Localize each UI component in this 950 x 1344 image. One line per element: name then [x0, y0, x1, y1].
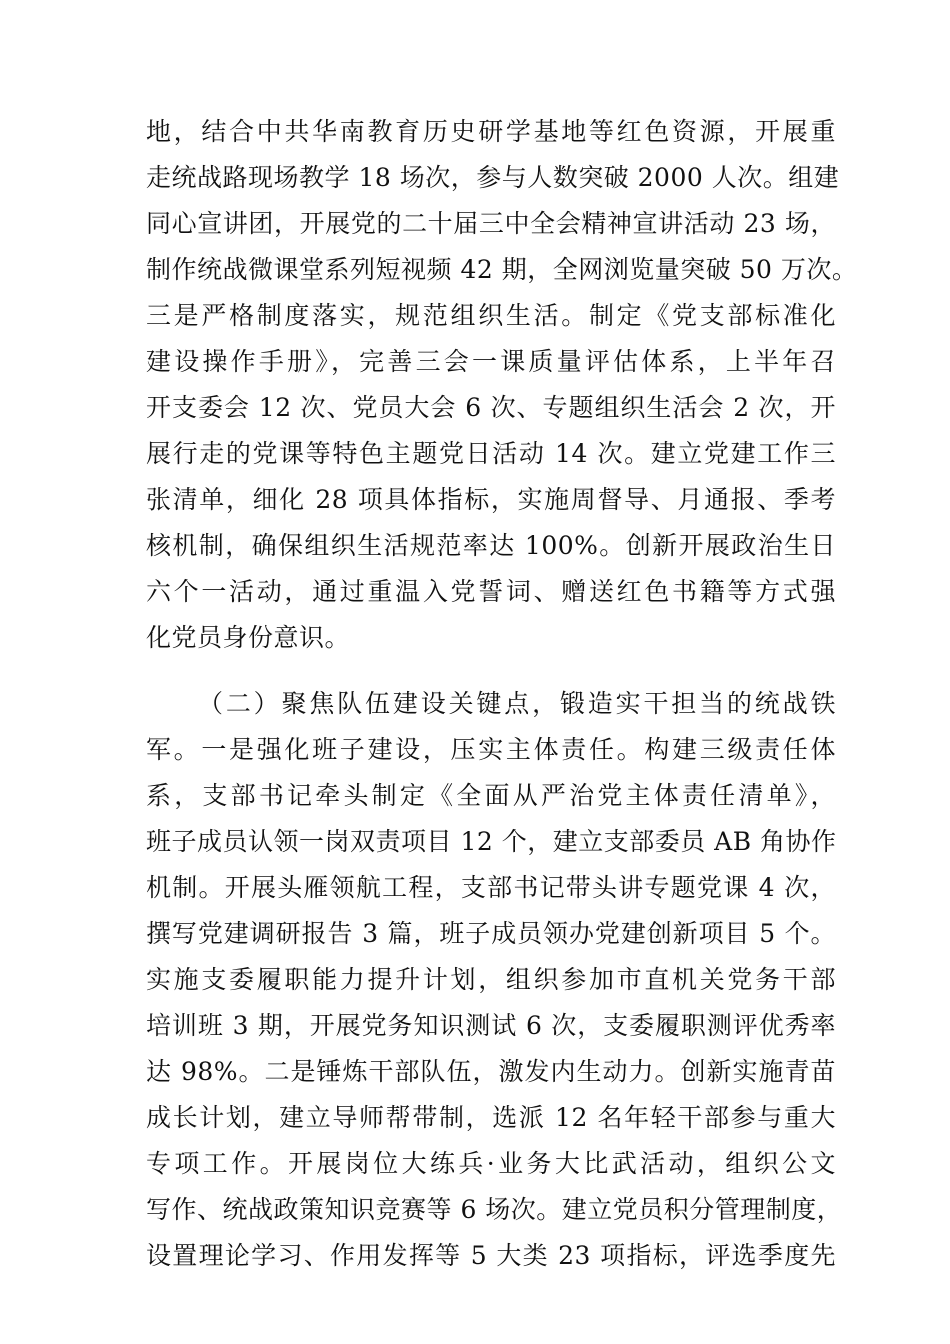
text-line: 设置理论学习、作用发挥等 5 大类 23 项指标，评选季度先: [146, 1241, 836, 1270]
text-line: 专项工作。开展岗位大练兵·业务大比武活动，组织公文: [146, 1149, 836, 1178]
text-line: 系，支部书记牵头制定《全面从严治党主体责任清单》，: [146, 781, 836, 810]
text-line: 化党员身份意识。: [146, 623, 351, 652]
text-line: 军。一是强化班子建设，压实主体责任。构建三级责任体: [146, 735, 836, 764]
text-line: 达 98%。二是锤炼干部队伍，激发内生动力。创新实施青苗: [146, 1057, 836, 1086]
text-line: 核机制，确保组织生活规范率达 100%。创新开展政治生日: [146, 531, 836, 560]
text-line: 建设操作手册》，完善三会一课质量评估体系，上半年召: [146, 347, 836, 376]
text-line: 张清单，细化 28 项具体指标，实施周督导、月通报、季考: [146, 485, 836, 514]
text-line: 班子成员认领一岗双责项目 12 个，建立支部委员 AB 角协作: [146, 827, 837, 856]
text-line: 制作统战微课堂系列短视频 42 期，全网浏览量突破 50 万次。: [146, 255, 858, 284]
text-line: 机制。开展头雁领航工程，支部书记带头讲专题党课 4 次，: [146, 873, 836, 902]
text-line: 同心宣讲团，开展党的二十届三中全会精神宣讲活动 23 场，: [146, 209, 836, 238]
section-heading-line: （二）聚焦队伍建设关键点，锻造实干担当的统战铁: [198, 689, 836, 718]
text-line: 撰写党建调研报告 3 篇，班子成员领办党建创新项目 5 个。: [146, 919, 836, 948]
text-line: 开支委会 12 次、党员大会 6 次、专题组织生活会 2 次，开: [146, 393, 836, 422]
text-line: 实施支委履职能力提升计划，组织参加市直机关党务干部: [146, 965, 836, 994]
text-line: 写作、统战政策知识竞赛等 6 场次。建立党员积分管理制度，: [146, 1195, 843, 1224]
text-line: 成长计划，建立导师帮带制，选派 12 名年轻干部参与重大: [146, 1103, 836, 1132]
text-line: 展行走的党课等特色主题党日活动 14 次。建立党建工作三: [146, 439, 836, 468]
text-line: 走统战路现场教学 18 场次，参与人数突破 2000 人次。组建: [146, 163, 840, 192]
text-line: 六个一活动，通过重温入党誓词、赠送红色书籍等方式强: [146, 577, 836, 606]
text-line: 三是严格制度落实，规范组织生活。制定《党支部标准化: [146, 301, 836, 330]
text-line: 培训班 3 期，开展党务知识测试 6 次，支委履职测评优秀率: [146, 1011, 836, 1040]
text-line: 地，结合中共华南教育历史研学基地等红色资源，开展重: [146, 117, 836, 146]
